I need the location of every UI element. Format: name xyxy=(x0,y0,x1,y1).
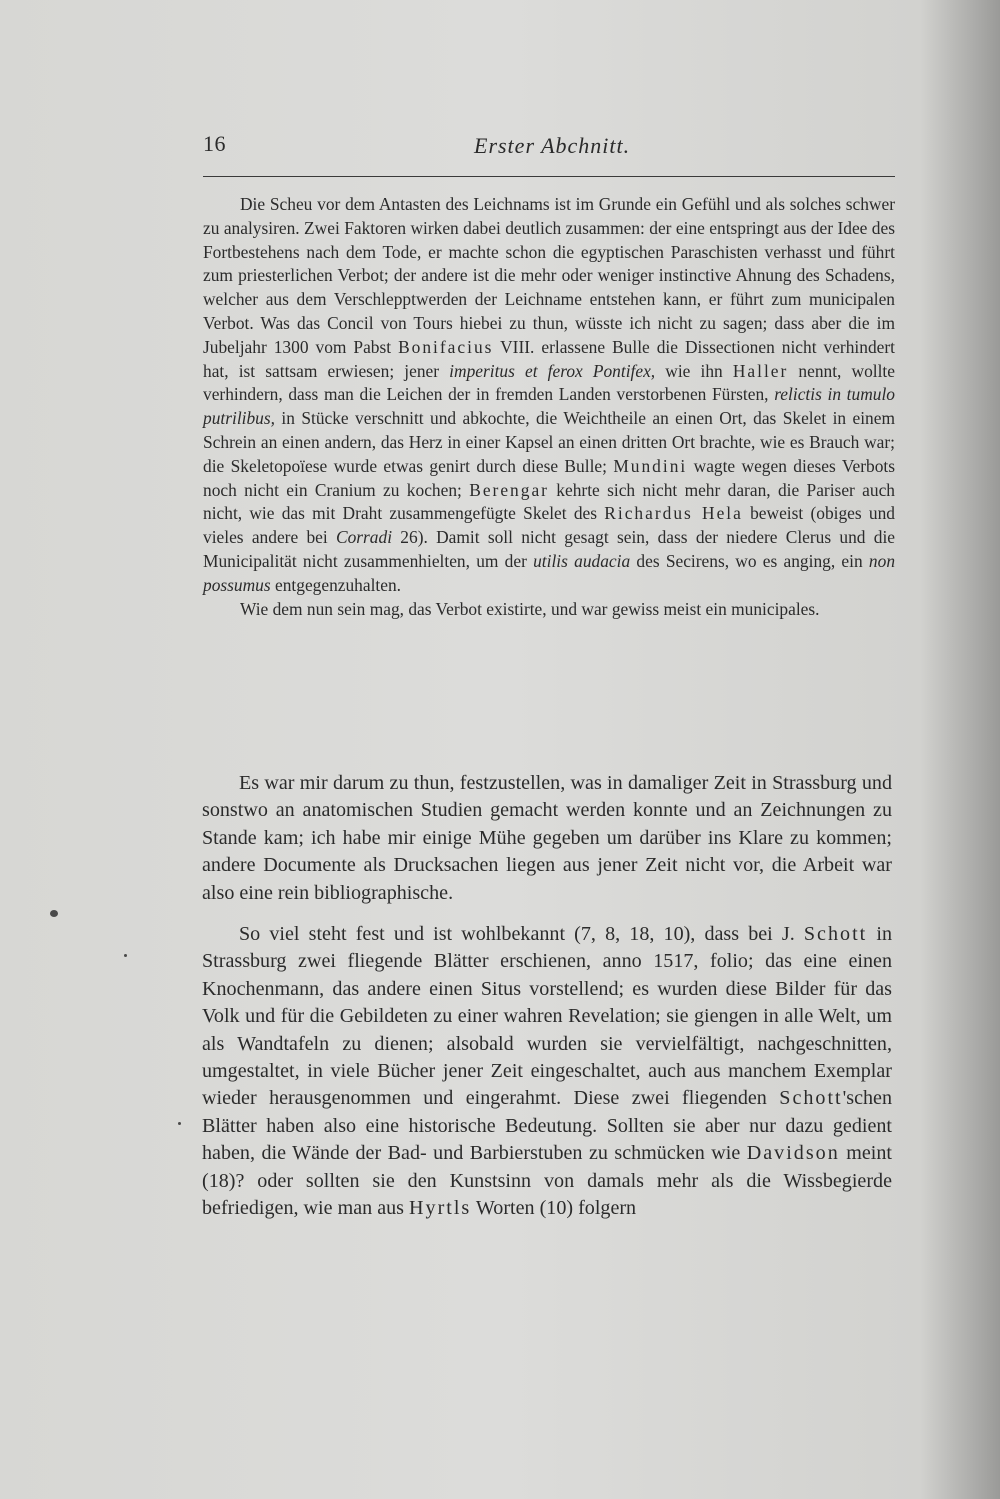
name-berengar: Berengar xyxy=(469,479,549,500)
text-run: meint (18)? oder sollten sie den Kunstsinn von damals mehr als die Wissbegierde befriedigen, wie man aus xyxy=(202,1142,892,1220)
small-paragraph-2: Wie dem nun sein mag, das Verbot existirte, und war gewiss meist ein municipales. xyxy=(240,598,820,619)
text-run: wagte wegen dieses Verbots noch nicht ein Cranium zu kochen; xyxy=(203,455,895,500)
latin-non-possumus: non possumus xyxy=(203,550,896,595)
main-paragraph-1: Es war mir darum zu thun, festzustellen, was in damaliger Zeit in Strassburg und sonstwo an anatomischen Studien gemacht werden konnte und an Zeichnungen zu Stande kam; ich habe mir einige Mühe gegeben um darüber ins Klare zu kommen; andere Documente als Drucksachen liegen aus jener Zeit nicht vor, die Arbeit war also eine rein bibliographische. xyxy=(202,772,892,904)
latin-imperitus: imperitus et ferox Pontifex, xyxy=(449,360,656,381)
scan-speck xyxy=(124,954,127,957)
text-run: in Strassburg zwei fliegende Blätter erschienen, anno 1517, folio; das eine einen Knochenmann, das andere einen Situs vorstellend; es wurden diese Bilder für das Volk und für die Gebildeten zu einer wahren Revelation; sie giengen in alle Welt, um als Wandtafeln zu dienen; alsobald wurden sie vervielfältigt, nachgeschnitten, umgestaltet, in viele Bücher jener Zeit eingeschaltet, auch aus manchem Exemplar wieder herausgenommen und eingerahmt. Diese zwei fliegenden xyxy=(202,923,892,1110)
small-print-block xyxy=(203,193,895,621)
main-text-block xyxy=(202,770,892,1223)
scan-speck xyxy=(178,1122,181,1125)
name-schott: Schott xyxy=(803,923,868,946)
name-haller: Haller xyxy=(732,360,789,381)
text-run: Die Scheu vor dem Antasten des Leichnams ist im Grunde ein Gefühl und als solches schwer zu analysiren. Zwei Faktoren wirken dabei deutlich zusammen: der eine entspringt aus der Idee des Fortbestehens nach dem Tode, er machte schon die egyptischen Paraschisten verhasst und führt zum priesterlichen Verbot; der andere ist die mehr oder weniger instinctive Ahnung des Schadens, welcher aus dem Verschlepptwerden der Leichname entstehen kann, er führt zum municipalen Verbot. Was das Concil von Tours hiebei zu thun, wüsste ich nicht zu sagen; dass aber die im Jubeljahr 1300 vom Pabst xyxy=(203,194,895,357)
name-hyrtls: Hyrtls xyxy=(409,1197,472,1220)
text-run: beweist (obiges und vieles andere bei xyxy=(203,503,895,548)
small-paragraph-1 xyxy=(203,193,895,598)
latin-utilis-audacia: utilis audacia xyxy=(533,550,631,571)
name-mundini: Mundini xyxy=(613,455,688,476)
text-run: VIII. erlassene Bulle die Dissectionen nicht verhindert hat, ist sattsam erwiesen; jener xyxy=(203,336,895,381)
latin-relictis: relictis in tumulo putrilibus, xyxy=(203,384,895,429)
author-corradi: Corradi xyxy=(335,527,393,548)
name-richardus-hela: Richardus Hela xyxy=(604,503,743,524)
text-run: So viel steht fest und ist wohlbekannt (7, 8, 18, 10), dass bei J. xyxy=(239,923,804,946)
running-title: Erster Abchnitt. xyxy=(474,133,631,158)
name-davidson: Davidson xyxy=(746,1142,840,1165)
text-run: entgegenzuhalten. xyxy=(270,574,402,595)
text-run: kehrte sich nicht mehr daran, die Pariser auch nicht, wie das mit Draht zusammengefügte Skelet des xyxy=(203,479,896,524)
main-paragraph-2 xyxy=(202,921,892,1222)
header-rule xyxy=(203,176,895,177)
text-run: des Secirens, wo es anging, ein xyxy=(630,550,869,571)
text-run: wie ihn xyxy=(655,360,733,381)
scan-speck xyxy=(50,910,58,917)
page-header xyxy=(203,131,893,171)
text-run: Worten (10) folgern xyxy=(471,1197,637,1220)
text-run: 26). Damit soll nicht gesagt sein, dass der niedere Clerus und die Municipalität nicht zusammenhielten, um der xyxy=(203,527,895,571)
name-bonifacius: Bonifacius xyxy=(398,336,494,357)
page-number: 16 xyxy=(203,131,226,156)
text-run: 'schen Blätter haben also eine historische Bedeutung. Sollten sie aber nur dazu gedient haben, die Wände der Bad- und Barbierstuben zu schmücken wie xyxy=(202,1087,892,1165)
name-schott-2: Schott xyxy=(779,1087,843,1110)
text-run: in Stücke verschnitt und abkochte, die Weichtheile an einen Ort, das Skelet in einem Schrein an einen andern, das Herz in einer Kapsel an einen dritten Ort brachte, wie es Brauch war; die Skeletopoïese wurde etwas genirt durch diese Bulle; xyxy=(203,408,895,476)
text-run: nennt, wollte verhindern, dass man die Leichen der in fremden Landen verstorbenen Fürsten, xyxy=(203,360,895,405)
